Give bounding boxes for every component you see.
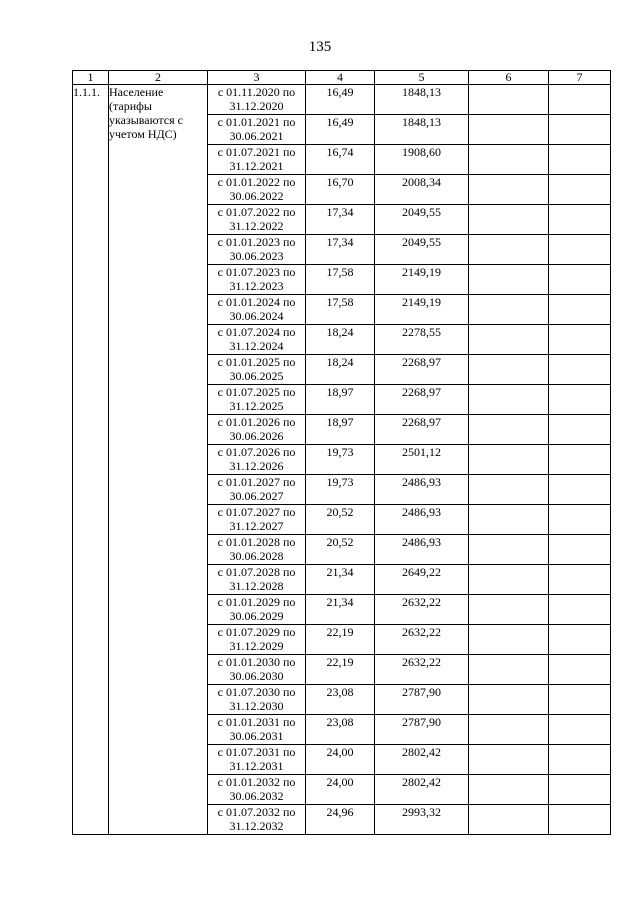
period-line: с 01.07.2025 по (217, 385, 296, 399)
period-line: 30.06.2028 (229, 549, 284, 563)
period-cell (208, 655, 306, 685)
empty-cell (469, 355, 549, 385)
empty-cell (469, 115, 549, 145)
period-line: с 01.07.2029 по (217, 625, 296, 639)
period-line: 31.12.2030 (229, 699, 284, 713)
tariff-value-cell: 22,19 (306, 625, 375, 655)
period-cell (208, 115, 306, 145)
period-cell (208, 205, 306, 235)
empty-cell (469, 85, 549, 115)
empty-cell (549, 115, 611, 145)
period-cell (208, 565, 306, 595)
empty-cell (469, 145, 549, 175)
empty-cell (469, 805, 549, 835)
period-line: с 01.01.2028 по (217, 535, 296, 549)
empty-cell (469, 745, 549, 775)
tariff-value-cell: 17,34 (306, 205, 375, 235)
empty-cell (469, 385, 549, 415)
period-line: с 01.01.2027 по (217, 475, 296, 489)
column-header: 1 (73, 71, 109, 85)
period-line: 30.06.2032 (229, 789, 284, 803)
empty-cell (549, 535, 611, 565)
period-line: 31.12.2029 (229, 639, 284, 653)
value-cell: 2149,19 (375, 295, 469, 325)
value-cell: 2501,12 (375, 445, 469, 475)
period-cell (208, 415, 306, 445)
tariff-value-cell: 18,97 (306, 385, 375, 415)
tariff-value-cell: 24,96 (306, 805, 375, 835)
empty-cell (549, 205, 611, 235)
period-line: 31.12.2020 (229, 99, 284, 113)
period-line: 30.06.2029 (229, 609, 284, 623)
empty-cell (469, 325, 549, 355)
empty-cell (469, 565, 549, 595)
empty-cell (549, 295, 611, 325)
tariff-value-cell: 16,49 (306, 85, 375, 115)
empty-cell (469, 295, 549, 325)
value-cell: 1908,60 (375, 145, 469, 175)
tariff-value-cell: 20,52 (306, 505, 375, 535)
table-row (73, 85, 611, 115)
period-line: 31.12.2028 (229, 579, 284, 593)
period-line: 30.06.2021 (229, 129, 284, 143)
value-cell: 2787,90 (375, 715, 469, 745)
value-cell: 2268,97 (375, 355, 469, 385)
period-line: 30.06.2023 (229, 249, 284, 263)
period-cell (208, 715, 306, 745)
period-line: с 01.07.2023 по (217, 265, 296, 279)
period-cell (208, 295, 306, 325)
empty-cell (549, 475, 611, 505)
value-cell: 2787,90 (375, 685, 469, 715)
period-line: с 01.01.2030 по (217, 655, 296, 669)
empty-cell (469, 655, 549, 685)
period-cell (208, 85, 306, 115)
period-cell (208, 385, 306, 415)
value-cell: 1848,13 (375, 85, 469, 115)
period-line: с 01.07.2032 по (217, 805, 296, 819)
tariff-value-cell: 19,73 (306, 475, 375, 505)
empty-cell (549, 625, 611, 655)
empty-cell (549, 775, 611, 805)
period-line: с 01.07.2031 по (217, 745, 296, 759)
period-line: с 01.01.2021 по (217, 115, 296, 129)
tariff-value-cell: 17,58 (306, 295, 375, 325)
period-cell (208, 265, 306, 295)
value-cell: 2993,32 (375, 805, 469, 835)
tariff-value-cell: 22,19 (306, 655, 375, 685)
empty-cell (469, 445, 549, 475)
period-line: 31.12.2032 (229, 819, 284, 833)
empty-cell (549, 745, 611, 775)
period-cell (208, 685, 306, 715)
period-line: с 01.07.2030 по (217, 685, 296, 699)
period-line: 31.12.2024 (229, 339, 284, 353)
tariff-value-cell: 18,97 (306, 415, 375, 445)
empty-cell (549, 655, 611, 685)
value-cell: 2049,55 (375, 235, 469, 265)
period-line: 30.06.2031 (229, 729, 284, 743)
value-cell: 2278,55 (375, 325, 469, 355)
period-line: 31.12.2023 (229, 279, 284, 293)
empty-cell (549, 175, 611, 205)
empty-cell (549, 325, 611, 355)
value-cell: 1848,13 (375, 115, 469, 145)
value-cell: 2008,34 (375, 175, 469, 205)
tariff-value-cell: 21,34 (306, 565, 375, 595)
tariff-value-cell: 23,08 (306, 715, 375, 745)
period-cell (208, 775, 306, 805)
empty-cell (469, 685, 549, 715)
period-line: 30.06.2025 (229, 369, 284, 383)
value-cell: 2632,22 (375, 595, 469, 625)
empty-cell (549, 505, 611, 535)
value-cell: 2486,93 (375, 475, 469, 505)
period-cell (208, 325, 306, 355)
empty-cell (549, 565, 611, 595)
table-body (73, 85, 611, 835)
period-line: 31.12.2025 (229, 399, 284, 413)
empty-cell (469, 595, 549, 625)
empty-cell (469, 415, 549, 445)
empty-cell (549, 685, 611, 715)
period-cell (208, 595, 306, 625)
tariff-value-cell: 17,34 (306, 235, 375, 265)
period-line: с 01.01.2022 по (217, 175, 296, 189)
value-cell: 2486,93 (375, 535, 469, 565)
empty-cell (469, 715, 549, 745)
empty-cell (549, 385, 611, 415)
period-cell (208, 475, 306, 505)
tariff-value-cell: 19,73 (306, 445, 375, 475)
period-line: 31.12.2021 (229, 159, 284, 173)
period-line: 30.06.2030 (229, 669, 284, 683)
empty-cell (469, 535, 549, 565)
empty-cell (469, 235, 549, 265)
period-cell (208, 235, 306, 265)
period-line: 30.06.2022 (229, 189, 284, 203)
period-line: 30.06.2024 (229, 309, 284, 323)
period-line: с 01.01.2025 по (217, 355, 296, 369)
empty-cell (469, 475, 549, 505)
tariff-value-cell: 24,00 (306, 775, 375, 805)
period-cell (208, 145, 306, 175)
empty-cell (549, 715, 611, 745)
period-line: 30.06.2026 (229, 429, 284, 443)
column-header: 5 (375, 71, 469, 85)
tariff-value-cell: 16,49 (306, 115, 375, 145)
empty-cell (469, 205, 549, 235)
period-cell (208, 535, 306, 565)
empty-cell (549, 805, 611, 835)
empty-cell (469, 505, 549, 535)
period-line: 30.06.2027 (229, 489, 284, 503)
period-line: с 01.01.2023 по (217, 235, 296, 249)
empty-cell (549, 265, 611, 295)
column-number-row (73, 71, 611, 85)
period-line: с 01.07.2027 по (217, 505, 296, 519)
empty-cell (469, 175, 549, 205)
period-line: 31.12.2026 (229, 459, 284, 473)
empty-cell (549, 415, 611, 445)
empty-cell (549, 85, 611, 115)
period-line: с 01.01.2029 по (217, 595, 296, 609)
tariff-value-cell: 18,24 (306, 325, 375, 355)
period-line: с 01.01.2031 по (217, 715, 296, 729)
value-cell: 2802,42 (375, 745, 469, 775)
tariff-value-cell: 24,00 (306, 745, 375, 775)
empty-cell (469, 625, 549, 655)
period-line: с 01.07.2028 по (217, 565, 296, 579)
empty-cell (549, 595, 611, 625)
value-cell: 2049,55 (375, 205, 469, 235)
page-number: 135 (308, 39, 332, 55)
period-line: с 01.07.2024 по (217, 325, 296, 339)
tariff-value-cell: 16,70 (306, 175, 375, 205)
tariff-value-cell: 18,24 (306, 355, 375, 385)
period-cell (208, 505, 306, 535)
period-line: с 01.01.2026 по (217, 415, 296, 429)
period-cell (208, 625, 306, 655)
value-cell: 2268,97 (375, 415, 469, 445)
tariff-value-cell: 23,08 (306, 685, 375, 715)
period-line: с 01.07.2021 по (217, 145, 296, 159)
column-header: 7 (549, 71, 611, 85)
period-line: 31.12.2022 (229, 219, 284, 233)
period-line: с 01.07.2022 по (217, 205, 296, 219)
empty-cell (469, 775, 549, 805)
value-cell: 2268,97 (375, 385, 469, 415)
empty-cell (549, 355, 611, 385)
period-cell (208, 355, 306, 385)
tariff-value-cell: 17,58 (306, 265, 375, 295)
value-cell: 2632,22 (375, 655, 469, 685)
tariff-value-cell: 16,74 (306, 145, 375, 175)
period-line: с 01.11.2020 по (217, 85, 296, 99)
column-header: 3 (208, 71, 306, 85)
group-code-cell: 1.1.1. (73, 85, 109, 835)
period-line: с 01.01.2024 по (217, 295, 296, 309)
value-cell: 2802,42 (375, 775, 469, 805)
period-cell (208, 805, 306, 835)
group-name-cell: Население (тарифы указываются с учетом НДС) (109, 85, 208, 835)
value-cell: 2149,19 (375, 265, 469, 295)
period-cell (208, 745, 306, 775)
period-cell (208, 445, 306, 475)
column-header: 2 (109, 71, 208, 85)
value-cell: 2649,22 (375, 565, 469, 595)
empty-cell (549, 145, 611, 175)
empty-cell (469, 265, 549, 295)
empty-cell (549, 235, 611, 265)
period-line: 31.12.2031 (229, 759, 284, 773)
period-line: с 01.07.2026 по (217, 445, 296, 459)
tariff-value-cell: 20,52 (306, 535, 375, 565)
column-header: 6 (469, 71, 549, 85)
value-cell: 2632,22 (375, 625, 469, 655)
period-line: с 01.01.2032 по (217, 775, 296, 789)
tariff-table (72, 70, 611, 835)
period-line: 31.12.2027 (229, 519, 284, 533)
tariff-value-cell: 21,34 (306, 595, 375, 625)
column-header: 4 (306, 71, 375, 85)
period-cell (208, 175, 306, 205)
empty-cell (549, 445, 611, 475)
value-cell: 2486,93 (375, 505, 469, 535)
